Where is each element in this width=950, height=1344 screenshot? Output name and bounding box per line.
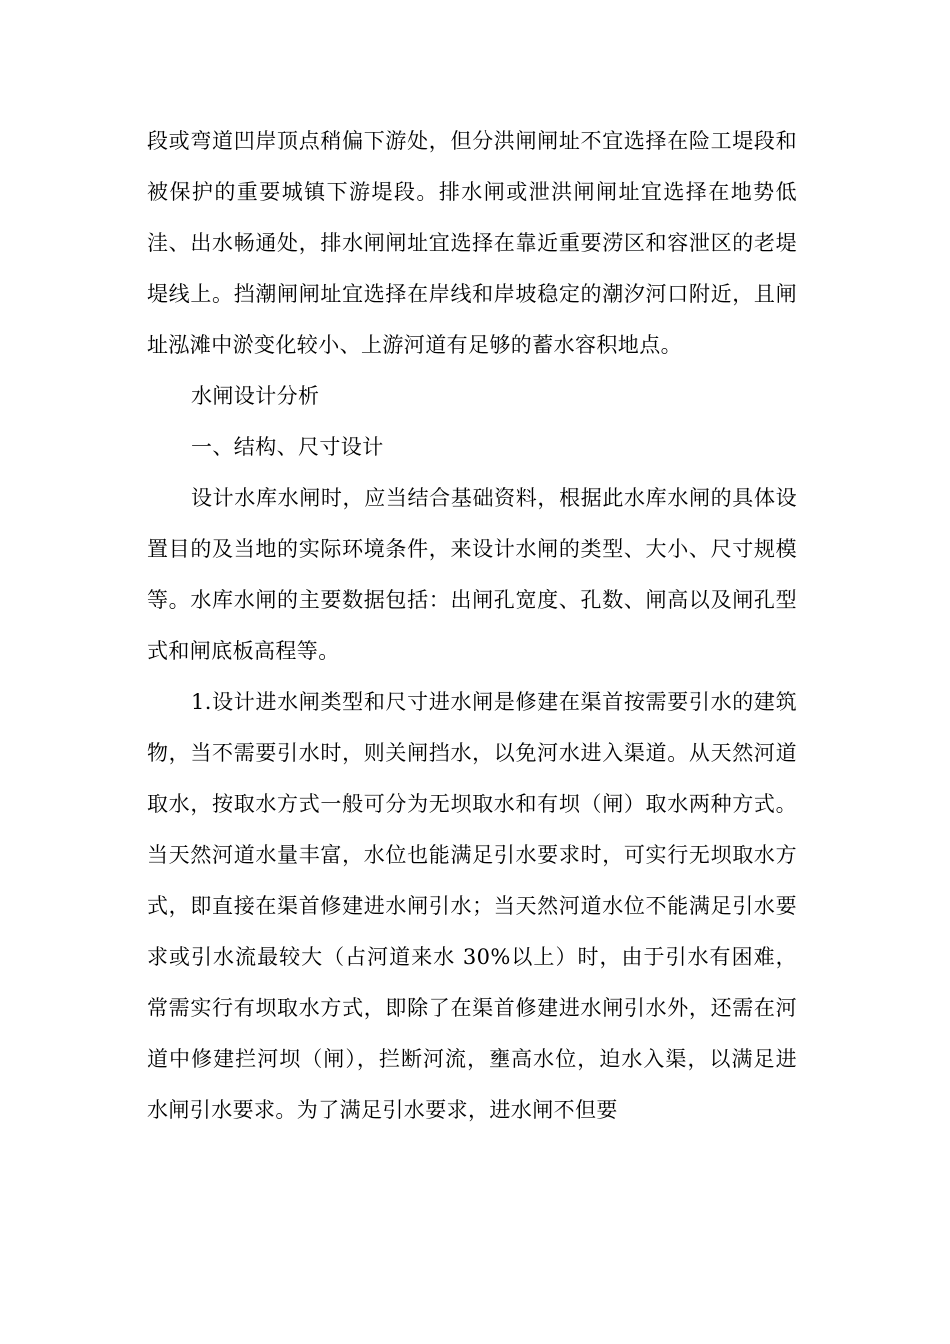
- section-title: 水闸设计分析: [191, 384, 320, 408]
- document-body: [147, 116, 797, 1136]
- paragraph-site-selection: 段或弯道凹岸顶点稍偏下游处，但分洪闸闸址不宜选择在险工堤段和被保护的重要城镇下游堤段。排水闸或泄洪闸闸址宜选择在地势低洼、出水畅通处，排水闸闸址宜选择在靠近重要涝区和容泄区的老堤堤线上。挡潮闸闸址宜选择在岸线和岸坡稳定的潮汐河口附近，且闸址泓滩中淤变化较小、上游河道有足够的蓄水容积地点。: [147, 129, 797, 357]
- paragraph-design-basics: 设计水库水闸时，应当结合基础资料，根据此水库水闸的具体设置目的及当地的实际环境条件，来设计水闸的类型、大小、尺寸规模等。水库水闸的主要数据包括：出闸孔宽度、孔数、闸高以及闸孔型式和闸底板高程等。: [147, 486, 797, 663]
- subsection-title: 一、结构、尺寸设计: [191, 435, 384, 459]
- paragraph-intake-gate: 1.设计进水闸类型和尺寸进水闸是修建在渠首按需要引水的建筑物，当不需要引水时，则关闸挡水，以免河水进入渠道。从天然河道取水，按取水方式一般可分为无坝取水和有坝（闸）取水两种方式。当天然河道水量丰富，水位也能满足引水要求时，可实行无坝取水方式，即直接在渠首修建进水闸引水；当天然河道水位不能满足引水要求或引水流最较大（占河道来水 30%以上）时，由于引水有困难，常需实行有坝取水方式，即除了在渠首修建进水闸引水外，还需在河道中修建拦河坝（闸），拦断河流，壅高水位，迫水入渠，以满足进水闸引水要求。为了满足引水要求，进水闸不但要: [147, 690, 797, 1122]
